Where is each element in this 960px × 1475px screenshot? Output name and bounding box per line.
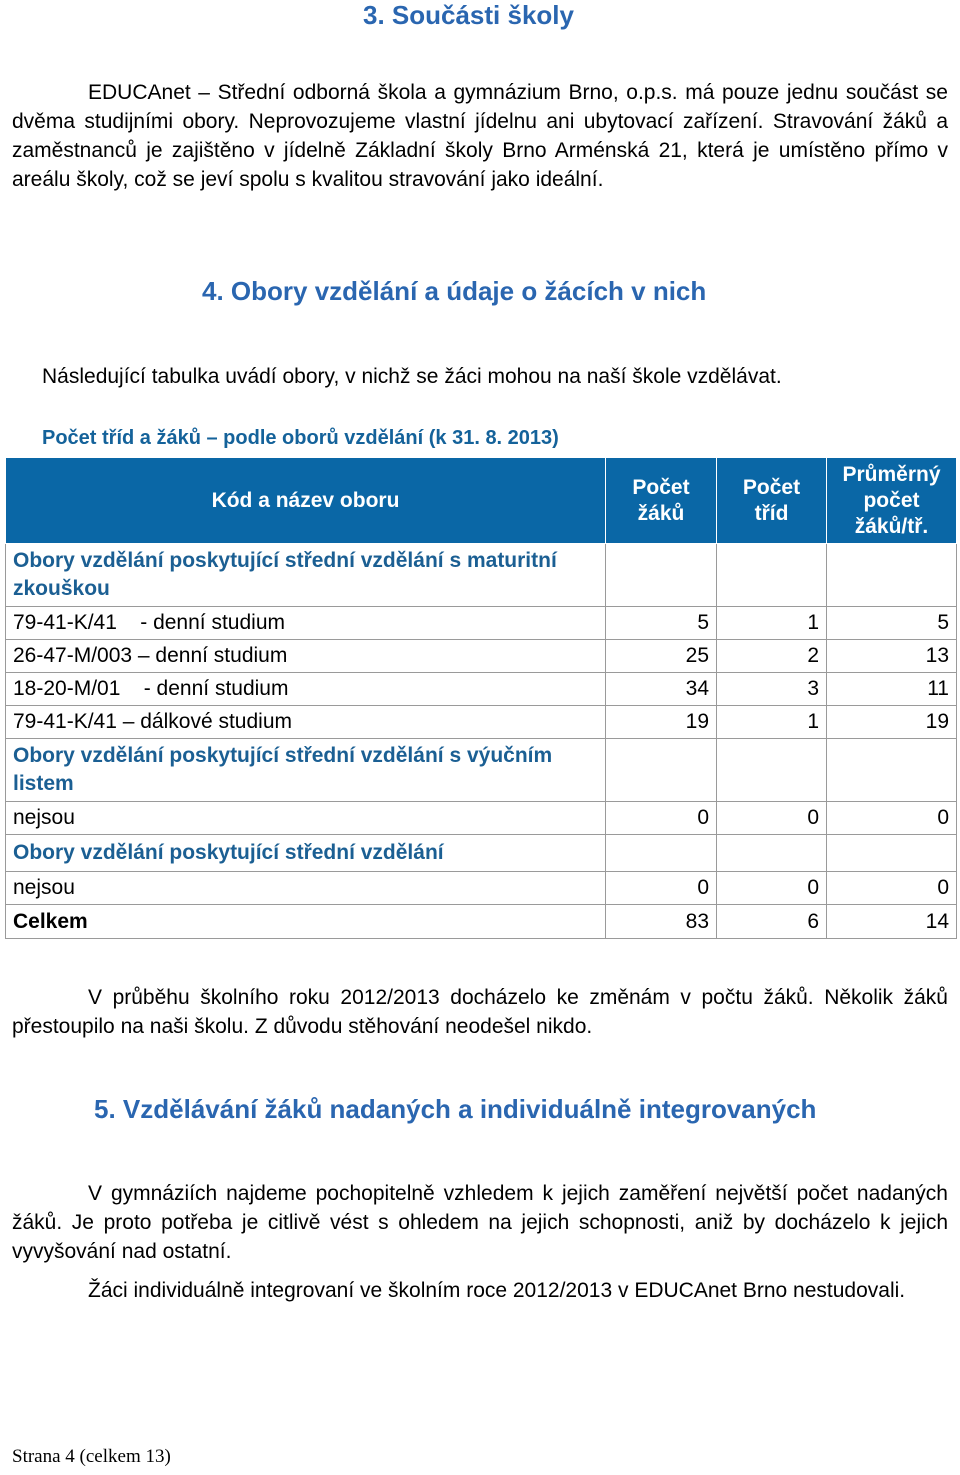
total-label: Celkem <box>6 905 606 939</box>
table-caption: Počet tříd a žáků – podle oborů vzdělání (k 31. 8. 2013) <box>42 427 559 449</box>
table-note: V průběhu školního roku 2012/2013 docházelo ke změnám v počtu žáků. Několik žáků přestoupilo na naši školu. Z důvodu stěhování neodešel nikdo. <box>12 986 948 1038</box>
header-field-code: Kód a název oboru <box>6 458 606 544</box>
table-row <box>6 607 957 640</box>
table-row <box>6 673 957 706</box>
section-4-heading: 4. Obory vzdělání a údaje o žácích v nich <box>202 276 707 306</box>
header-average: Průměrný počet žáků/tř. <box>827 458 957 544</box>
table-row <box>6 802 957 835</box>
category-row <box>6 739 957 802</box>
total-row <box>6 905 957 939</box>
total-pupils: 83 <box>606 905 717 939</box>
class-count: 0 <box>717 802 827 835</box>
pupil-count: 5 <box>606 607 717 640</box>
average-count: 11 <box>827 673 957 706</box>
section-5-heading: 5. Vzdělávání žáků nadaných a individuálně integrovaných <box>94 1094 817 1124</box>
average-count: 0 <box>827 872 957 905</box>
page-footer: Strana 4 (celkem 13) <box>12 1446 171 1467</box>
header-class-count: Počet tříd <box>717 458 827 544</box>
table-row <box>6 706 957 739</box>
section-5-paragraph-1: V gymnáziích najdeme pochopitelně vzhledem k jejich zaměření největší počet nadaných žáků. Je proto potřeba je citlivě vést s ohledem na jejich schopnosti, aniž by docházelo k jejich vyvyšování nad ostatní. <box>12 1182 948 1263</box>
pupil-count: 0 <box>606 802 717 835</box>
field-name: 18-20-M/01 - denní studium <box>6 673 606 706</box>
total-classes: 6 <box>717 905 827 939</box>
section-5-paragraph-2: Žáci individuálně integrovaní ve školním roce 2012/2013 v EDUCAnet Brno nestudovali. <box>88 1279 906 1302</box>
class-count: 3 <box>717 673 827 706</box>
field-name: nejsou <box>6 872 606 905</box>
fields-of-study-table <box>5 457 957 939</box>
category-row <box>6 835 957 872</box>
pupil-count: 0 <box>606 872 717 905</box>
class-count: 2 <box>717 640 827 673</box>
table-row <box>6 872 957 905</box>
category-row <box>6 544 957 607</box>
average-count: 0 <box>827 802 957 835</box>
class-count: 1 <box>717 607 827 640</box>
pupil-count: 19 <box>606 706 717 739</box>
field-name: nejsou <box>6 802 606 835</box>
average-count: 5 <box>827 607 957 640</box>
field-name: 79-41-K/41 – dálkové studium <box>6 706 606 739</box>
total-average: 14 <box>827 905 957 939</box>
category-label: Obory vzdělání poskytující střední vzdělání s maturitní zkouškou <box>6 544 606 607</box>
category-label: Obory vzdělání poskytující střední vzdělání s výučním listem <box>6 739 606 802</box>
category-label: Obory vzdělání poskytující střední vzdělání <box>6 835 606 872</box>
header-pupil-count: Počet žáků <box>606 458 717 544</box>
average-count: 19 <box>827 706 957 739</box>
section-3-heading: 3. Součásti školy <box>363 0 574 30</box>
field-name: 79-41-K/41 - denní studium <box>6 607 606 640</box>
pupil-count: 25 <box>606 640 717 673</box>
pupil-count: 34 <box>606 673 717 706</box>
field-name: 26-47-M/003 – denní studium <box>6 640 606 673</box>
section-4-intro: Následující tabulka uvádí obory, v nichž se žáci mohou na naší škole vzdělávat. <box>42 365 782 388</box>
class-count: 0 <box>717 872 827 905</box>
section-3-paragraph: EDUCAnet – Střední odborná škola a gymnázium Brno, o.p.s. má pouze jednu součást se dvěma studijními obory. Neprovozujeme vlastní jídelnu ani ubytovací zařízení. Stravování žáků a zaměstnanců je zajištěno v jídelně Základní školy Brno Arménská 21, která je umístěno přímo v areálu školy, což se jeví spolu s kvalitou stravování jako ideální. <box>12 81 948 191</box>
average-count: 13 <box>827 640 957 673</box>
table-row <box>6 640 957 673</box>
class-count: 1 <box>717 706 827 739</box>
